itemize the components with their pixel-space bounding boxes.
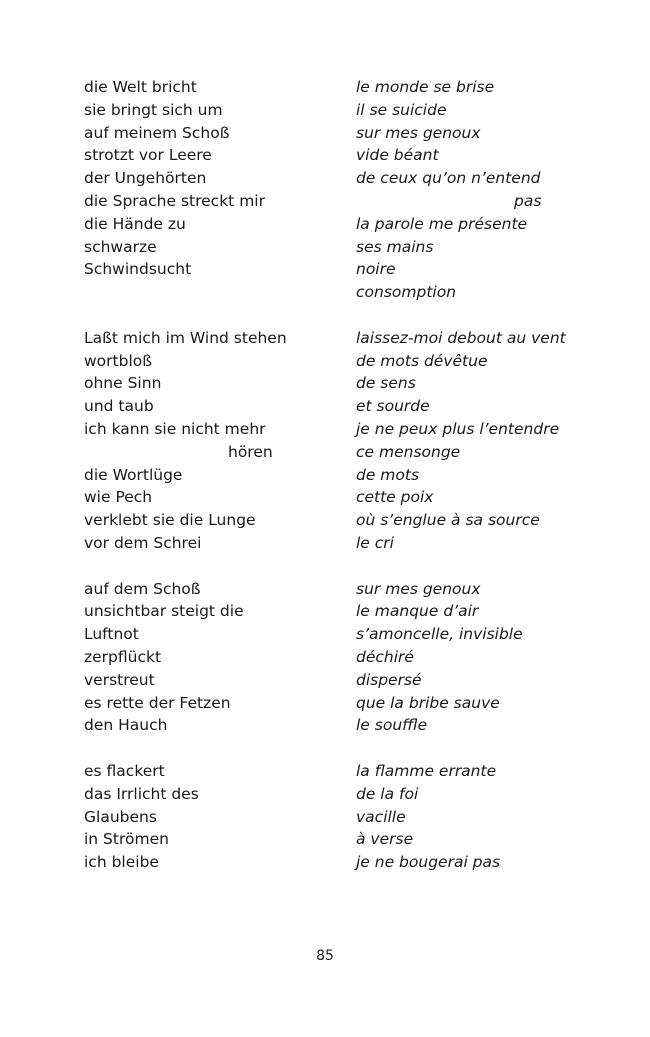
poem-line: où s’englue à sa source [356,511,540,530]
poem-line: es flackert [84,761,165,780]
poem-line: verklebt sie die Lunge [84,511,256,530]
stanza-fr-4 [356,760,616,874]
poem-line: sur mes genoux [356,579,481,598]
poem-line: le monde se brise [356,78,495,96]
poem-line: es rette der Fetzen [84,693,231,712]
poem-line: je ne peux plus l’entendre [356,419,560,438]
poem-line: Schwindsucht [84,260,192,279]
poem-line: à verse [356,830,414,849]
poem-line: consomption [356,283,457,302]
stanza-fr-3 [356,578,616,738]
stanza-fr-2 [356,327,616,555]
poem-line-indented: hören [228,442,273,461]
poem-line: und taub [84,397,154,416]
poem-line: die Hände zu [84,214,186,233]
poem-line: laissez-moi debout au vent [356,328,566,347]
poem-line: verstreut [84,670,155,689]
poem-line: strotzt vor Leere [84,146,212,165]
poem-line: die Wortlüge [84,465,183,484]
poem-line: Luftnot [84,625,139,644]
poem-line: die Welt bricht [84,78,197,96]
poem-line: die Sprache streckt mir [84,191,265,210]
poem-line: il se suicide [356,100,447,119]
stanza-fr-1 [356,76,616,304]
poem-line: auf dem Schoß [84,579,201,598]
poem-line: la parole me présente [356,214,528,233]
poem-line: que la bribe sauve [356,693,500,712]
poem-line: dispersé [356,670,422,689]
poem-line: ich kann sie nicht mehr [84,419,266,438]
poem-line: der Ungehörten [84,169,207,188]
poem-line: de mots dévêtue [356,351,488,370]
poem-line: sie bringt sich um [84,100,223,119]
poem-line: Glaubens [84,807,157,826]
french-column [356,76,616,897]
poem-line: de sens [356,374,416,393]
poem-line: sur mes genoux [356,123,481,142]
poem-line: noire [356,260,396,279]
poem-line: et sourde [356,397,430,416]
poem-line: le cri [356,533,394,552]
stanza-de-2 [84,327,324,555]
poem-line: je ne bougerai pas [356,853,501,872]
poem-line: de ceux qu’on n’entend [356,169,541,188]
poem-line: le souffle [356,716,428,735]
poem-line: le manque d’air [356,602,479,621]
poem-line: s’amoncelle, invisible [356,625,523,644]
poem-line: ich bleibe [84,853,159,872]
german-column [84,76,324,897]
poem-line: déchiré [356,647,414,666]
poem-line: schwarze [84,237,157,256]
poem-line: ses mains [356,237,434,256]
poem-line: in Strömen [84,830,169,849]
poem-line: Laßt mich im Wind stehen [84,328,287,347]
poem-line: ce mensonge [356,442,461,461]
poem-line: cette poix [356,488,434,507]
poem-line-indented: pas [514,191,542,210]
poem-line: de mots [356,465,420,484]
poem-line: den Hauch [84,716,168,735]
poem-line: de la foi [356,784,419,803]
page-number: 85 [316,948,334,964]
poem-line: unsichtbar steigt die [84,602,244,621]
poem-line: vacille [356,807,406,826]
poem-line: vide béant [356,146,439,165]
poem-line: ohne Sinn [84,374,162,393]
poem-line-blank [84,281,324,304]
stanza-de-3 [84,578,324,738]
poem-line: wortbloß [84,351,153,370]
poem-line: auf meinem Schoß [84,123,230,142]
stanza-de-4 [84,760,324,874]
poem-line: zerpflückt [84,647,162,666]
poem-line: das Irrlicht des [84,784,199,803]
poem-line: la flamme errante [356,761,497,780]
stanza-de-1 [84,76,324,304]
poem-line: wie Pech [84,488,153,507]
poem-line: vor dem Schrei [84,533,202,552]
